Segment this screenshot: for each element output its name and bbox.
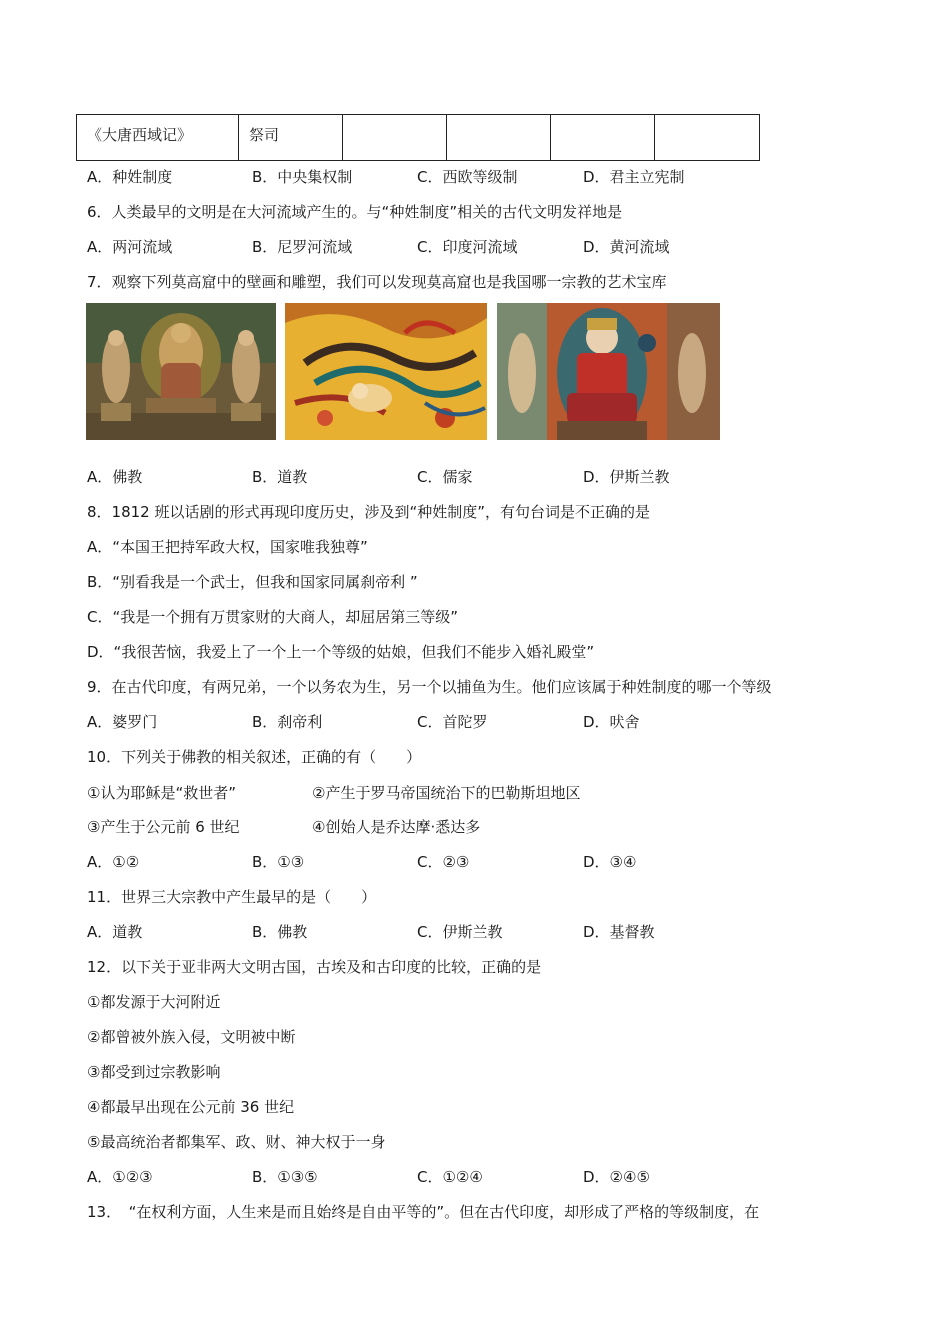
q10-option-b: B．①③ [252, 853, 305, 871]
q6-stem: 6．人类最早的文明是在大河流域产生的。与“种姓制度”相关的古代文明发祥地是 [87, 203, 623, 221]
q7-stem: 7．观察下列莫高窟中的壁画和雕塑，我们可以发现莫高窟也是我国哪一宗教的艺术宝库 [87, 273, 667, 291]
q11-option-b: B．佛教 [252, 923, 308, 941]
q8-stem: 8．1812 班以话剧的形式再现印度历史，涉及到“种姓制度”，有句台词是不正确的是 [87, 503, 651, 521]
table-cell [447, 115, 551, 161]
q7-option-c: C．儒家 [417, 468, 473, 486]
q10-item-1: ①认为耶稣是“救世者” [87, 784, 236, 802]
q12-option-c: C．①②④ [417, 1168, 483, 1186]
q5-option-a: A．种姓制度 [87, 168, 173, 186]
bodhisattva-statue-image [497, 303, 720, 440]
q11-stem: 11．世界三大宗教中产生最早的是（ ） [87, 888, 377, 906]
q6-option-c: C．印度河流域 [417, 238, 518, 256]
buddha-statues-image [86, 303, 276, 440]
q7-option-a: A．佛教 [87, 468, 143, 486]
flying-apsara-mural-image [285, 303, 487, 440]
q10-option-c: C．②③ [417, 853, 470, 871]
table-cell: 祭司 [239, 115, 343, 161]
q12-item-3: ③都受到过宗教影响 [87, 1063, 221, 1081]
q8-option-b: B．“别看我是一个武士，但我和国家同属刹帝利 ” [87, 573, 418, 591]
q10-option-d: D．③④ [583, 853, 637, 871]
q7-option-d: D．伊斯兰教 [583, 468, 670, 486]
q11-option-d: D．基督教 [583, 923, 655, 941]
q6-option-d: D．黄河流域 [583, 238, 670, 256]
q10-option-a: A．①② [87, 853, 140, 871]
q12-option-a: A．①②③ [87, 1168, 153, 1186]
q9-option-c: C．首陀罗 [417, 713, 488, 731]
table-row [77, 115, 760, 161]
q13-stem: 13． “在权利方面，人生来是而且始终是自由平等的”。但在古代印度，却形成了严格的等级制度，在 [87, 1203, 760, 1221]
q12-stem: 12．以下关于亚非两大文明古国，古埃及和古印度的比较，正确的是 [87, 958, 542, 976]
q10-item-4: ④创始人是乔达摩·悉达多 [312, 818, 481, 836]
q12-option-d: D．②④⑤ [583, 1168, 650, 1186]
table-cell [655, 115, 760, 161]
q10-item-3: ③产生于公元前 6 世纪 [87, 818, 240, 836]
q5-option-d: D．君主立宪制 [583, 168, 685, 186]
table-cell [551, 115, 655, 161]
q6-option-a: A．两河流域 [87, 238, 173, 256]
q7-option-b: B．道教 [252, 468, 308, 486]
q12-item-4: ④都最早出现在公元前 36 世纪 [87, 1098, 295, 1116]
q9-stem: 9．在古代印度，有两兄弟，一个以务农为生，另一个以捕鱼为生。他们应该属于种姓制度的哪一个等级 [87, 678, 772, 696]
q11-option-c: C．伊斯兰教 [417, 923, 503, 941]
q11-option-a: A．道教 [87, 923, 143, 941]
q12-item-5: ⑤最高统治者都集军、政、财、神大权于一身 [87, 1133, 386, 1151]
q9-option-d: D．吠舍 [583, 713, 640, 731]
q12-option-b: B．①③⑤ [252, 1168, 318, 1186]
q5-option-b: B．中央集权制 [252, 168, 353, 186]
q9-option-a: A．婆罗门 [87, 713, 158, 731]
q6-option-b: B．尼罗河流域 [252, 238, 353, 256]
q12-item-1: ①都发源于大河附近 [87, 993, 221, 1011]
answer-table [76, 114, 760, 161]
table-cell: 《大唐西域记》 [77, 115, 239, 161]
q10-stem: 10．下列关于佛教的相关叙述，正确的有（ ） [87, 748, 422, 766]
q10-item-2: ②产生于罗马帝国统治下的巴勒斯坦地区 [312, 784, 581, 802]
q8-option-c: C．“我是一个拥有万贯家财的大商人，却屈居第三等级” [87, 608, 459, 626]
q5-option-c: C．西欧等级制 [417, 168, 518, 186]
q8-option-a: A．“本国王把持军政大权，国家唯我独尊” [87, 538, 368, 556]
q8-option-d: D．“我很苦恼，我爱上了一个上一个等级的姑娘，但我们不能步入婚礼殿堂” [87, 643, 595, 661]
q9-option-b: B．刹帝利 [252, 713, 323, 731]
table-cell [343, 115, 447, 161]
q12-item-2: ②都曾被外族入侵，文明被中断 [87, 1028, 296, 1046]
